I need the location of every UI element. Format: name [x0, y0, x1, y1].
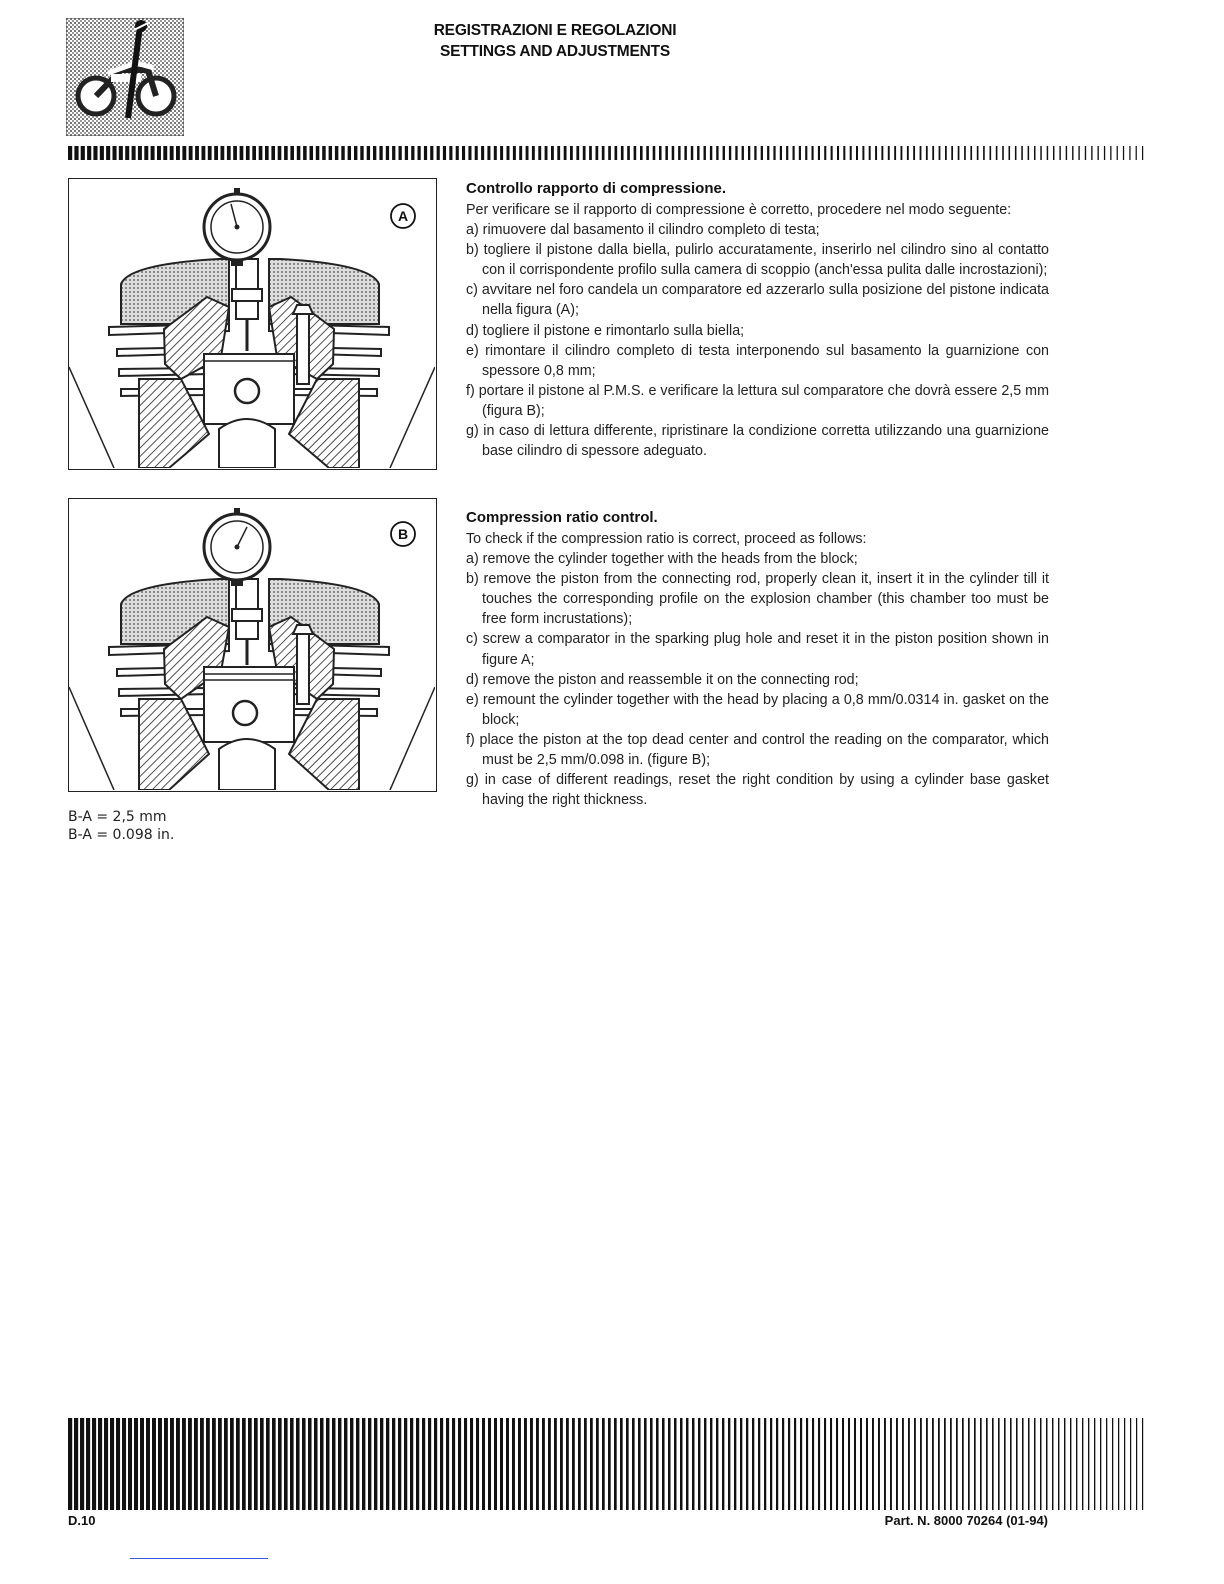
english-step: f) place the piston at the top dead center and control the reading on the comparator, which must be 2,5 mm/0.098 in. (figure B);: [466, 731, 1049, 769]
english-step: b) remove the piston from the connecting rod, properly clean it, insert it in the cylinder till it touches the corresponding profile on the explosion chamber (this chamber too must be free form incrustations);: [466, 571, 1049, 628]
page-header: [380, 20, 730, 62]
measurement-caption: [68, 808, 174, 844]
italian-title: Controllo rapporto di compressione.: [466, 180, 727, 197]
footer-barcode-strip: [68, 1418, 1146, 1510]
measurement-inch: B-A = 0.098 in.: [68, 827, 175, 843]
figure-b-badge: [388, 519, 418, 549]
italian-step: g) in caso di lettura differente, ripristinare la condizione corretta utilizzando una guarnizione base cilindro di spessore adeguato.: [466, 423, 1049, 460]
italian-step: f) portare il pistone al P.M.S. e verificare la lettura sul comparatore che dovrà essere 2,5 mm (figura B);: [466, 382, 1049, 419]
figure-a: [68, 178, 437, 470]
figure-a-badge: [388, 201, 418, 231]
english-step: a) remove the cylinder together with the heads from the block;: [466, 551, 858, 568]
english-intro: To check if the compression ratio is correct, proceed as follows:: [466, 531, 867, 547]
page-number: D.10: [68, 1513, 96, 1528]
english-step: e) remount the cylinder together with the head by placing a 0,8 mm/0.0314 in. gasket on the block;: [466, 691, 1049, 728]
italian-step: b) togliere il pistone dalla biella, pulirlo accuratamente, inserirlo nel cilindro sino al contatto con il corrispondente profilo sulla camera di scoppio (anch'essa pulita dalle incrostazioni);: [466, 242, 1049, 279]
divider-line: [130, 1558, 268, 1559]
english-title: Compression ratio control.: [466, 509, 658, 526]
figure-b: [68, 498, 437, 792]
header-bar-strip: [68, 146, 1146, 160]
italian-intro: Per verificare se il rapporto di compressione è corretto, procedere nel modo seguente:: [466, 202, 1012, 218]
italian-step: c) avvitare nel foro candela un comparatore ed azzerarlo sulla posizione del pistone indicata nella figura (A);: [466, 282, 1049, 319]
english-step: c) screw a comparator in the sparking plug hole and reset it in the piston position shown in figure A;: [466, 631, 1049, 668]
figure-a-label: A: [397, 208, 409, 224]
italian-step: d) togliere il pistone e rimontarlo sulla biella;: [466, 322, 745, 339]
motorcycle-wrench-icon: [66, 18, 184, 136]
italian-step: a) rimuovere dal basamento il cilindro completo di testa;: [466, 222, 820, 239]
part-number: Part. N. 8000 70264 (01-94): [884, 1513, 1048, 1528]
italian-step: e) rimontare il cilindro completo di testa interponendo sul basamento la guarnizione con spessore 0,8 mm;: [466, 342, 1049, 379]
english-section: [466, 507, 1049, 810]
measurement-mm: B-A = 2,5 mm: [68, 809, 167, 825]
english-step: d) remove the piston and reassemble it on the connecting rod;: [466, 671, 859, 688]
figure-b-label: B: [397, 526, 409, 542]
italian-section: [466, 178, 1049, 461]
english-step: g) in case of different readings, reset the right condition by using a cylinder base gasket having the right thickness.: [466, 772, 1049, 809]
header-title-italian: REGISTRAZIONI E REGOLAZIONI: [433, 22, 677, 39]
header-title-english: SETTINGS AND ADJUSTMENTS: [439, 43, 670, 60]
